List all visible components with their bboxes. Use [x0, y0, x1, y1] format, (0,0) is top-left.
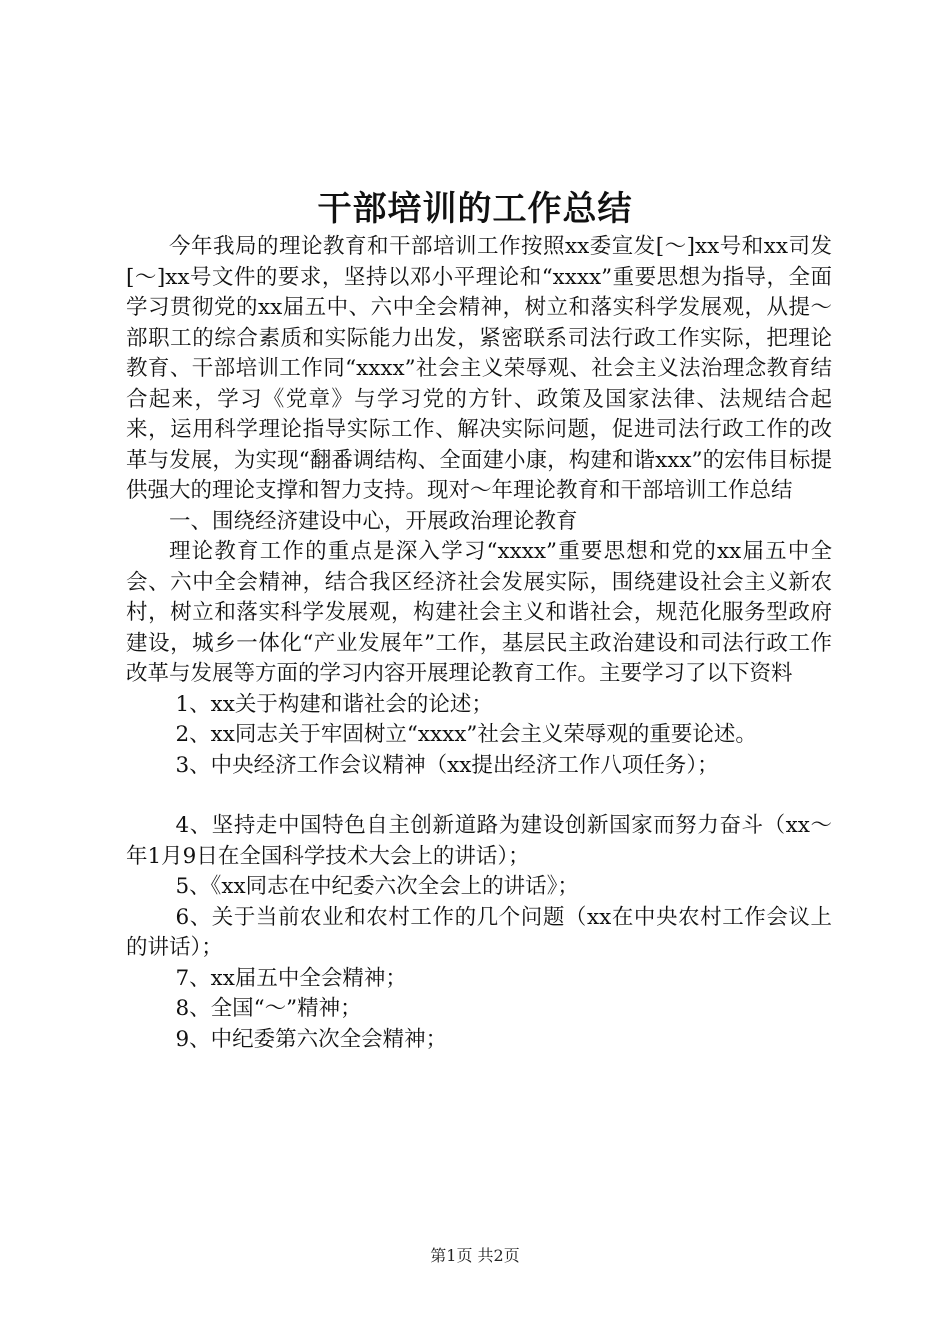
- intro-paragraph: 今年我局的理论教育和干部培训工作按照xx委宣发[～]xx号和xx司发[～]xx号文件的要求，坚持以邓小平理论和“xxxx”重要思想为指导，全面学习贯彻党的xx届五中、六中全会精神，树立和落实科学发展观，从提～部职工的综合素质和实际能力出发，紧密联系司法行政工作实际，把理论教育、干部培训工作同“xxxx”社会主义荣辱观、社会主义法治理念教育结合起来，学习《党章》与学习党的方针、政策及国家法律、法规结合起来，运用科学理论指导实际工作、解决实际问题，促进司法行政工作的改革与发展，为实现“翻番调结构、全面建小康，构建和谐xxx”的宏伟目标提供强大的理论支撑和智力支持。现对～年理论教育和干部培训工作总结: [126, 234, 832, 503]
- list-item: 6、关于当前农业和农村工作的几个问题（xx在中央农村工作会议上的讲话）；: [126, 904, 832, 960]
- list-item: 1、xx关于构建和谐社会的论述；: [175, 691, 493, 717]
- document-title: 干部培训的工作总结: [317, 189, 633, 229]
- list-item: 7、xx届五中全会精神；: [175, 965, 407, 991]
- list-item: 9、中纪委第六次全会精神；: [175, 1026, 448, 1052]
- list-item: 2、xx同志关于牢固树立“xxxx”社会主义荣辱观的重要论述。: [175, 722, 757, 747]
- list-item: 8、全国“～”精神；: [175, 996, 362, 1021]
- section-heading: 一、围绕经济建设中心，开展政治理论教育: [169, 508, 578, 534]
- section-paragraph: 理论教育工作的重点是深入学习“xxxx”重要思想和党的xx届五中全会、六中全会精神，结合我区经济社会发展实际，围绕建设社会主义新农村，树立和落实科学发展观，构建社会主义和谐社会，规范化服务型政府建设，城乡一体化“产业发展年”工作，基层民主政治建设和司法行政工作改革与发展等方面的学习内容开展理论教育工作。主要学习了以下资料: [126, 539, 832, 686]
- page-number: 第1页 共2页: [430, 1246, 520, 1265]
- list-item: 3、中央经济工作会议精神（xx提出经济工作八项任务）；: [175, 752, 719, 778]
- list-item: 5、《xx同志在中纪委六次全会上的讲话》；: [175, 874, 579, 899]
- document-body: [126, 232, 832, 1055]
- list-item: 4、坚持走中国特色自主创新道路为建设创新国家而努力奋斗（xx～年1月9日在全国科学技术大会上的讲话）；: [126, 813, 832, 869]
